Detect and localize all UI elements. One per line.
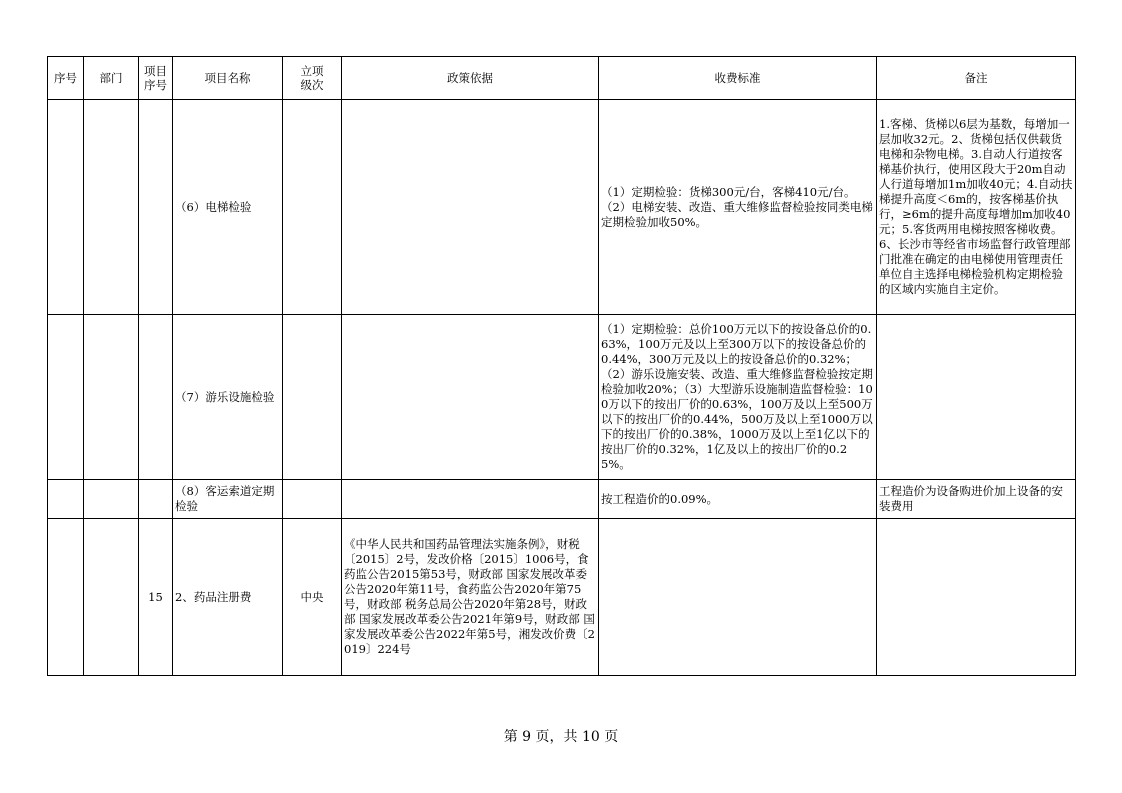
header-dept: 部门 xyxy=(84,57,139,100)
cell-standard: （1）定期检验：总价100万元以下的按设备总价的0.63%，100万元及以上至300万以下的按设备总价的0.44%，300万元及以上的按设备总价的0.32%； （2）游乐设施安装、改造、重大维修监督检验按定期检验加收20%；（3）大型游乐设施制造监督检验：100万以下的按出厂价的0.63%，100万及以上至500万以下的按出厂价的0.44%，500万及以上至1000万以下的按出厂价的0.38%，1000万及以上至1亿以下的按出厂价的0.32%，1亿及以上的按出厂价的0.25%。 xyxy=(599,315,877,480)
cell-level xyxy=(283,315,342,480)
cell-item-seq xyxy=(139,315,173,480)
header-seq: 序号 xyxy=(48,57,84,100)
cell-seq xyxy=(48,480,84,519)
cell-remark: 1.客梯、货梯以6层为基数，每增加一层加收32元。2、货梯包括仅供载货电梯和杂物电梯。3.自动人行道按客梯基价执行，使用区段大于20m自动人行道每增加1m加收40元；4.自动扶梯提升高度＜6m的，按客梯基价执行，≥6m的提升高度每增加m加收40元；5.客货两用电梯按照客梯收费。6、长沙市等经省市场监督行政管理部门批准在确定的由电梯使用管理责任单位自主选择电梯检验机构定期检验的区域内实施自主定价。 xyxy=(877,100,1076,315)
header-level: 立项 级次 xyxy=(283,57,342,100)
cell-item-name: 2、药品注册费 xyxy=(173,519,283,676)
cell-dept xyxy=(84,100,139,315)
header-item-seq: 项目 序号 xyxy=(139,57,173,100)
cell-seq xyxy=(48,519,84,676)
cell-level: 中央 xyxy=(283,519,342,676)
cell-dept xyxy=(84,315,139,480)
fee-table xyxy=(47,56,1076,676)
cell-policy xyxy=(342,315,599,480)
cell-standard xyxy=(599,519,877,676)
cell-level xyxy=(283,100,342,315)
cell-seq xyxy=(48,315,84,480)
cell-item-name: （6）电梯检验 xyxy=(173,100,283,315)
cell-dept xyxy=(84,519,139,676)
header-item-name: 项目名称 xyxy=(173,57,283,100)
cell-level xyxy=(283,480,342,519)
cell-remark: 工程造价为设备购进价加上设备的安装费用 xyxy=(877,480,1076,519)
cell-item-seq xyxy=(139,480,173,519)
header-remark: 备注 xyxy=(877,57,1076,100)
cell-dept xyxy=(84,480,139,519)
cell-item-seq: 15 xyxy=(139,519,173,676)
cell-policy xyxy=(342,480,599,519)
cell-item-seq xyxy=(139,100,173,315)
table-row xyxy=(48,100,1076,315)
header-row xyxy=(48,57,1076,100)
table-row xyxy=(48,315,1076,480)
cell-policy: 《中华人民共和国药品管理法实施条例》，财税〔2015〕2号，发改价格〔2015〕1006号，食药监公告2015第53号，财政部 国家发展改革委公告2020年第11号，食药监公告2020年第75号，财政部 税务总局公告2020年第28号，财政部 国家发展改革委公告2021年第9号，财政部 国家发展改革委公告2022年第5号，湘发改价费〔2019〕224号 xyxy=(342,519,599,676)
page-footer: 第 9 页，共 10 页 xyxy=(503,729,619,745)
cell-seq xyxy=(48,100,84,315)
table-row xyxy=(48,480,1076,519)
table-row xyxy=(48,519,1076,676)
header-policy: 政策依据 xyxy=(342,57,599,100)
cell-item-name: （7）游乐设施检验 xyxy=(173,315,283,480)
cell-remark xyxy=(877,315,1076,480)
cell-policy xyxy=(342,100,599,315)
cell-item-name: （8）客运索道定期检验 xyxy=(173,480,283,519)
cell-standard: 按工程造价的0.09%。 xyxy=(599,480,877,519)
header-standard: 收费标准 xyxy=(599,57,877,100)
cell-remark xyxy=(877,519,1076,676)
cell-standard: （1）定期检验：货梯300元/台，客梯410元/台。 （2）电梯安装、改造、重大维修监督检验按同类电梯定期检验加收50%。 xyxy=(599,100,877,315)
